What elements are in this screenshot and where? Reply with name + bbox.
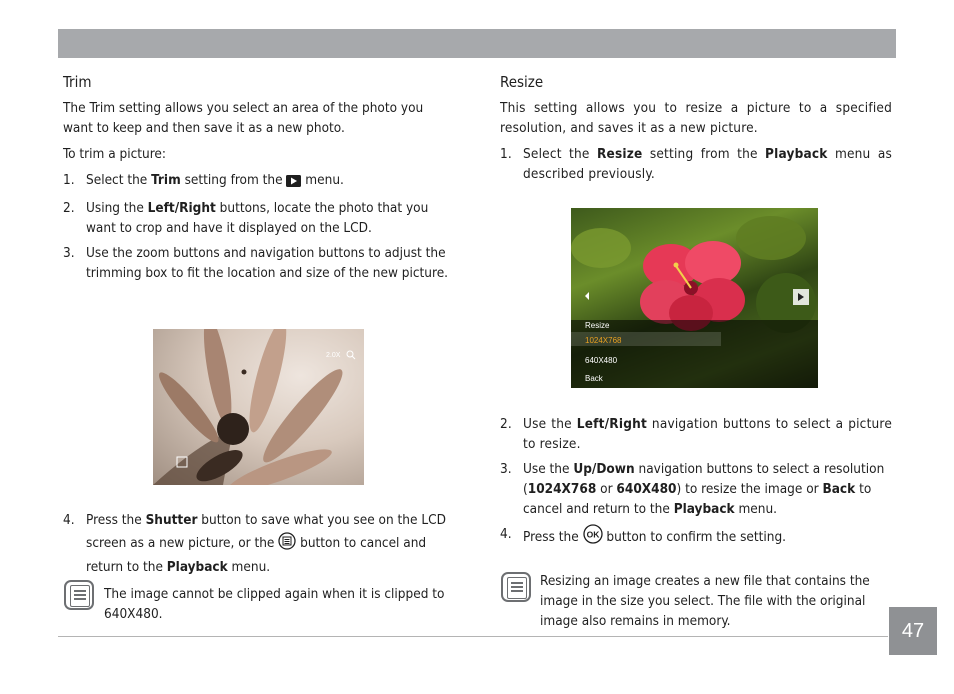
footer-rule <box>58 636 888 637</box>
screen-option-1: 1024X768 <box>585 336 622 345</box>
resize-example-screen <box>571 208 818 388</box>
ok-button-icon <box>583 524 603 550</box>
trim-steps <box>63 170 455 283</box>
resize-steps-b <box>500 414 892 550</box>
svg-text:OK: OK <box>586 529 599 540</box>
hibiscus-illustration <box>571 208 818 388</box>
trim-step-3: 3. Use the zoom buttons and navigation buttons to adjust the trimming box to fit the location and size of the new picture. <box>63 245 449 281</box>
note-icon-2 <box>501 572 531 602</box>
resize-note: Resizing an image creates a new file that contains the image in the size you select. The file with the original image also remains in memory. <box>540 573 870 629</box>
page-number: 47 <box>889 607 937 655</box>
note-icon <box>64 580 94 610</box>
resize-step-3: 3. Use the Up/Down navigation buttons to select a resolution (1024X768 or 640X480) to resize the image or Back to cancel and return to the Playback menu. <box>500 461 885 517</box>
resize-steps-a <box>500 144 892 184</box>
trim-step-4: 4. Press the Shutter button to save what you see on the LCD screen as a new picture, or the button to cancel and return to the Playback menu. <box>63 512 446 575</box>
header-bar <box>58 29 896 58</box>
resize-section <box>500 72 892 189</box>
trim-step-1: 1. Select the Trim setting from the menu. <box>63 170 455 193</box>
playback-icon <box>286 173 301 193</box>
resize-steps-block <box>500 414 892 555</box>
trim-subheading: To trim a picture: <box>63 146 167 162</box>
resize-step-4: 4. Press the OK button to confirm the setting. <box>500 524 892 550</box>
resize-step-1: 1. Select the Resize setting from the Playback menu as described previously. <box>500 146 892 182</box>
resize-heading: Resize <box>500 73 544 91</box>
trim-section <box>63 72 455 288</box>
resize-step-2: 2. Use the Left/Right navigation buttons to select a picture to resize. <box>500 416 892 452</box>
resize-intro: This setting allows you to resize a picture to a specified resolution, and saves it as a new picture. <box>500 100 892 136</box>
screen-title: Resize <box>585 321 610 330</box>
flower-illustration <box>153 329 364 485</box>
zoom-label: 2.0X <box>326 352 341 359</box>
trim-step-4-block <box>63 510 455 584</box>
trim-intro: The Trim setting allows you select an area of the photo you want to keep and then save it as a new photo. <box>63 100 424 136</box>
screen-option-2: 640X480 <box>585 356 618 365</box>
trim-step-2: 2. Using the Left/Right buttons, locate the photo that you want to crop and have it displayed on the LCD. <box>63 200 429 236</box>
screen-option-3: Back <box>585 374 603 383</box>
menu-button-icon <box>278 532 296 558</box>
trim-note: The image cannot be clipped again when it is clipped to 640X480. <box>104 586 445 622</box>
trim-example-photo <box>153 329 364 485</box>
trim-heading: Trim <box>63 73 92 91</box>
